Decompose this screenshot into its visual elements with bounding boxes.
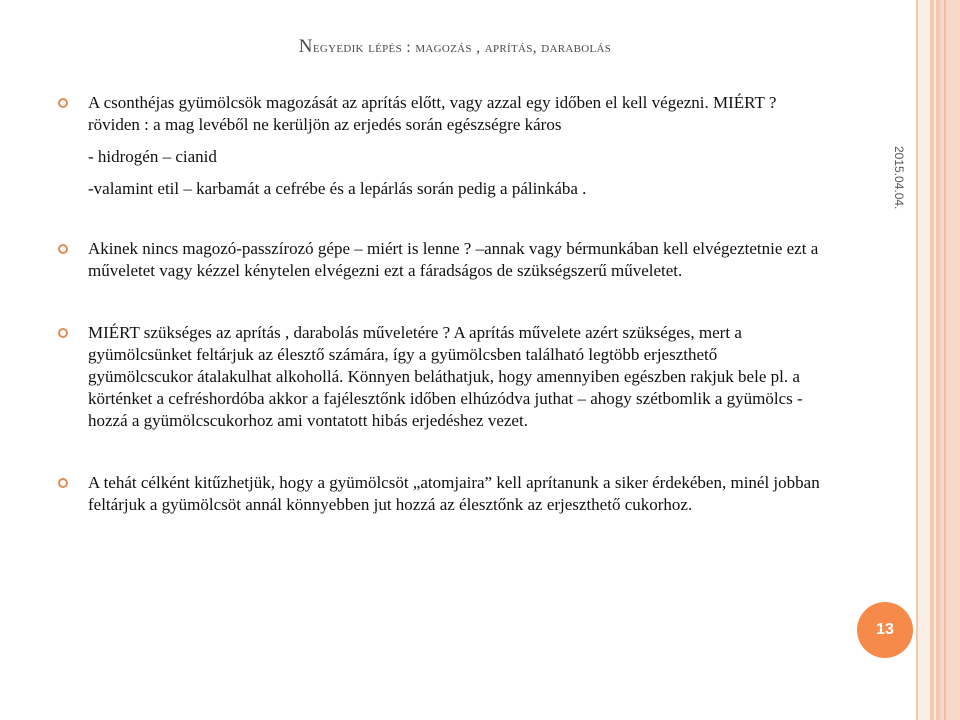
decor-stripe bbox=[940, 0, 960, 720]
bullet-subline: -valamint etil – karbamát a cefrébe és a lepárlás során pedig a pálinkába . bbox=[88, 179, 587, 198]
slide-title-initial: N bbox=[298, 36, 313, 57]
bullet-item bbox=[54, 238, 824, 282]
bullet-text: A tehát célként kitűzhetjük, hogy a gyümölcsöt „atomjaira” kell aprítanunk a siker érdekében, minél jobban feltárjuk a gyümölcsöt annál könnyebben jut hozzá az élesztőnk az erjeszthető cukorhoz. bbox=[88, 473, 820, 514]
bullet-item bbox=[54, 92, 824, 200]
slide-title-rest: egyedik lépés : magozás , aprítás, darabolás bbox=[312, 39, 612, 56]
bullet-item bbox=[54, 472, 824, 516]
bullet-icon bbox=[58, 328, 68, 338]
bullet-text: A csonthéjas gyümölcsök magozását az aprítás előtt, vagy azzal egy időben el kell végezni. MIÉRT ? röviden : a mag levéből ne kerüljön az erjedés során egészségre káros bbox=[88, 93, 777, 134]
slide-content bbox=[54, 92, 824, 516]
slide-title bbox=[60, 36, 850, 58]
bullet-text: MIÉRT szükséges az aprítás , darabolás műveletére ? A aprítás művelete azért szükséges, mert a gyümölcsünket feltárjuk az élesztő számára, így a gyümölcsben található legtöbb erjeszthető gyümölcscukor átalakulhat alkohollá. Könnyen beláthatjuk, hogy amennyiben egészben rakjuk bele pl. a körténket a cefréshordóba akkor a fajélesztőnk időben elhúzódva juthat – ahogy szétbomlik a gyümölcs - hozzá a gyümölcscukorhoz ami vontatott hibás erjedéshez vezet. bbox=[88, 323, 803, 430]
bullet-text: Akinek nincs magozó-passzírozó gépe – miért is lenne ? –annak vagy bérmunkában kell elvégeztetnie ezt a műveletet vagy kézzel kénytelen elvégezni ezt a fáradságos de szükségszerű műveletet. bbox=[88, 239, 819, 280]
decor-stripe bbox=[944, 0, 946, 720]
bullet-icon bbox=[58, 478, 68, 488]
bullet-item bbox=[54, 322, 824, 432]
bullet-icon bbox=[58, 98, 68, 108]
decor-stripe bbox=[918, 0, 930, 720]
page-number-badge: 13 bbox=[857, 602, 913, 658]
bullet-icon bbox=[58, 244, 68, 254]
bullet-subline: - hidrogén – cianid bbox=[88, 147, 217, 166]
slide-date: 2015.04.04. bbox=[892, 146, 906, 210]
